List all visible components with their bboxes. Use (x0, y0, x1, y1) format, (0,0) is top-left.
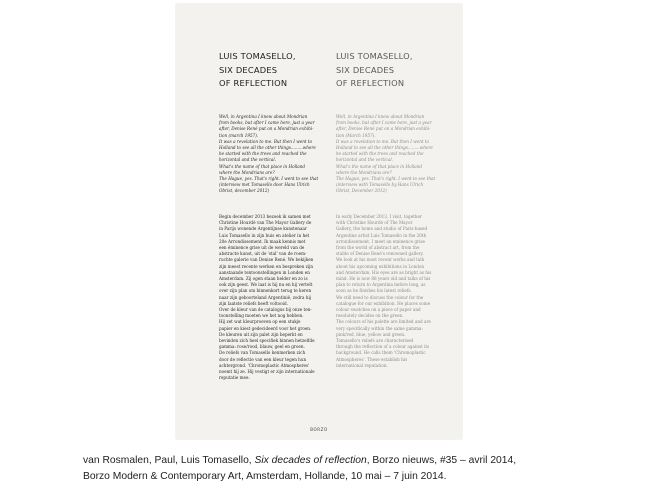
page-footer-folio: BORZO (310, 427, 328, 432)
body-line: from the world of abstract art, from the (336, 245, 420, 251)
article-body-english (336, 214, 444, 369)
body-line: Begin december 2013 bezoek ik samen met (219, 214, 311, 219)
title-line: SIX DECADES (336, 64, 395, 75)
body-line: through the reflection of a colour against its (336, 344, 430, 350)
article-title-english (336, 50, 456, 91)
body-line: about his upcoming exhibitions in London (336, 263, 425, 269)
quote-line: Obrist, december 2012) (219, 188, 270, 194)
body-line: ook zijn geest. We laat is hij nu en hij vertelt (219, 282, 313, 288)
body-line: reputatie mee. (219, 375, 250, 381)
body-line: Amsterdam. Zij ogen staan helder en zo is (219, 276, 308, 282)
body-line: Argentine artist Luis Tomasello in the 20th (336, 232, 427, 238)
body-line: achtergrond. 'Chromoplastic Atmospheres' (219, 362, 310, 368)
quote-line: horizontal and the vertical. (336, 157, 393, 163)
body-line: abstracte kunst, uit de 'stal' van de roem- (219, 251, 307, 257)
body-line: toonstelling moeten we het nog hebben. (219, 313, 304, 319)
quote-line: (interview met Tomasello door Hans Ulrich (219, 182, 310, 188)
caption-authors: van Rosmalen, Paul, Luis Tomasello, (83, 455, 255, 466)
quote-line: The Hague, yes. That's right. I went to see that (336, 176, 436, 182)
body-line: Tomasello's reliefs are characterised (336, 338, 414, 344)
body-line: stable of Denise René's renowned gallery. (336, 251, 424, 257)
title-line: LUIS TOMASELLO, (219, 51, 296, 61)
quote-line: What's the name of that place in Holland (336, 163, 423, 169)
quote-line: where the Mondrians are? (219, 169, 275, 175)
body-line: pink/red, blue, yellow and green. (336, 331, 406, 337)
body-line: catalogue for our exhibition. He places some (336, 300, 431, 306)
body-line: aanstaande tentoonstellingen in Londen en (219, 269, 310, 275)
body-line: In early December 2013, I visit, together (336, 214, 422, 219)
quote-line: where the Mondrians are? (336, 169, 392, 175)
body-line: mind. He is now 88 years old and talks of his (336, 276, 431, 282)
body-line: ruchte galerie van Denise René. We bekijken (219, 257, 314, 263)
quote-line: he started with the trees and reached the (219, 151, 307, 157)
body-line: Over de kleur van de catalogus bij onze ten- (219, 307, 312, 313)
body-line: Luis Tomasello in zijn huis en atelier in het (219, 232, 310, 238)
body-line: with Christine Hourdé of The Mayor (336, 220, 413, 226)
body-line: Christine Hourdé van The Mayor Gallery de (219, 220, 312, 226)
caption-article-title: Six decades of reflection (254, 455, 367, 466)
body-line: De kleuren uit zijn palet zijn beperkt en (219, 331, 303, 337)
body-line: soon as he finishes his latest reliefs. (336, 288, 412, 294)
quote-line: horizontal and the vertical. (219, 157, 276, 163)
body-line: bevinden zich heel specifiek binnen hetzelfde (219, 338, 315, 344)
caption-line-1 (83, 453, 603, 469)
caption-line-2: Borzo Modern & Contemporary Art, Amsterdam, Hollande, 10 mai – 7 juin 2014. (83, 470, 447, 482)
body-line: very specifically within the same gamma: (336, 325, 423, 331)
body-line: over zijn plan om binnenkort terug te keren (219, 288, 312, 294)
body-line: door de reflectie van een kleur tegen hun (219, 356, 307, 362)
quote-line: after, Denise René put on a Mondrian exhibi- (336, 126, 431, 132)
quote-line: What's the name of that place in Holland (219, 163, 306, 169)
quote-line: from books, but after I came here, just a year (336, 120, 432, 126)
quote-line: (interview with Tomasello by Hans Ulrich (336, 182, 424, 188)
document-page (176, 4, 462, 439)
title-line: LUIS TOMASELLO, (336, 51, 413, 61)
title-line: SIX DECADES (219, 64, 278, 75)
body-line: Atmospheres'. These establish his (336, 356, 408, 362)
article-title-dutch (219, 50, 339, 91)
quote-line: It was a revelation to me. But then I went to (219, 138, 313, 144)
quote-line: Holland to see all the other things.........where (336, 145, 433, 151)
body-line: een éminence grise uit de wereld van de (219, 245, 305, 251)
quote-line: Well, in Argentina I knew about Mondrian (219, 114, 308, 119)
body-line: background. He calls them 'Chromoplastic (336, 350, 426, 356)
body-line: zijn laatste reliefs heeft voltooid. (219, 300, 288, 306)
quote-line: from books, but after I came here, just a year (219, 120, 315, 126)
image-caption (83, 453, 603, 484)
article-body-dutch (219, 214, 327, 381)
quote-line: he started with the trees and reached the (336, 151, 424, 157)
caption-publication: , Borzo nieuws, #35 – avril 2014, (366, 455, 517, 466)
body-line: papier en kiest gedecideerd voor het groen. (219, 325, 312, 331)
title-line: OF REFLECTION (219, 78, 288, 88)
body-line: De reliefs van Tomasello kenmerken zich (219, 350, 306, 356)
quote-line: after, Denise René put on a Mondrian exhibi- (219, 126, 314, 132)
body-line: noemt hij ze. Hij vestigt er zijn internationale (219, 369, 315, 375)
body-line: Hij zet wat kleurproeven op een stukje (219, 319, 301, 325)
body-line: international reputation. (336, 362, 388, 368)
body-line: arrondissement. I meet an eminence grise (336, 238, 425, 244)
quote-line: tion (March 1957). (336, 132, 376, 138)
body-line: Gallery, the home and studio of Paris-based (336, 226, 428, 232)
quote-line: tion (march 1957). (219, 132, 259, 138)
body-line: colour swatches on a piece of paper and (336, 307, 421, 313)
body-line: in Parijs wonende Argentijnse kunstenaar (219, 226, 307, 232)
quote-line: The Hague, yes. That's right. I went to see that (219, 176, 319, 182)
body-line: We still need to discuss the colour for the (336, 294, 424, 300)
body-line: naar zijn geboorteland Argentinië, zodra hij (219, 294, 312, 300)
quote-line: Holland to see all the other things.........where (219, 145, 316, 151)
body-line: resolutely decides on the green. (336, 313, 404, 319)
body-line: plan to return to Argentina before long, as (336, 282, 426, 288)
title-line: OF REFLECTION (336, 78, 405, 88)
quote-line: Well, in Argentina I knew about Mondrian (336, 114, 425, 119)
body-line: The colours of his palette are limited and are (336, 319, 431, 325)
quote-line: It was a revelation to me. But then I went to (336, 138, 430, 144)
quote-line: Obrist, December 2012) (336, 188, 387, 194)
body-line: 20e Arrondissement. Ik maak kennis met (219, 238, 306, 244)
body-line: and Amsterdam. His eyes are as bright as his (336, 269, 432, 275)
interview-quote-dutch (219, 114, 327, 195)
body-line: zijn meest recente werken en bespreken zijn (219, 263, 314, 269)
interview-quote-english (336, 114, 444, 195)
body-line: gamma: rose/rood, blauw, geel en groen. (219, 344, 305, 350)
body-line: We look at his most recent works and talk (336, 257, 425, 263)
